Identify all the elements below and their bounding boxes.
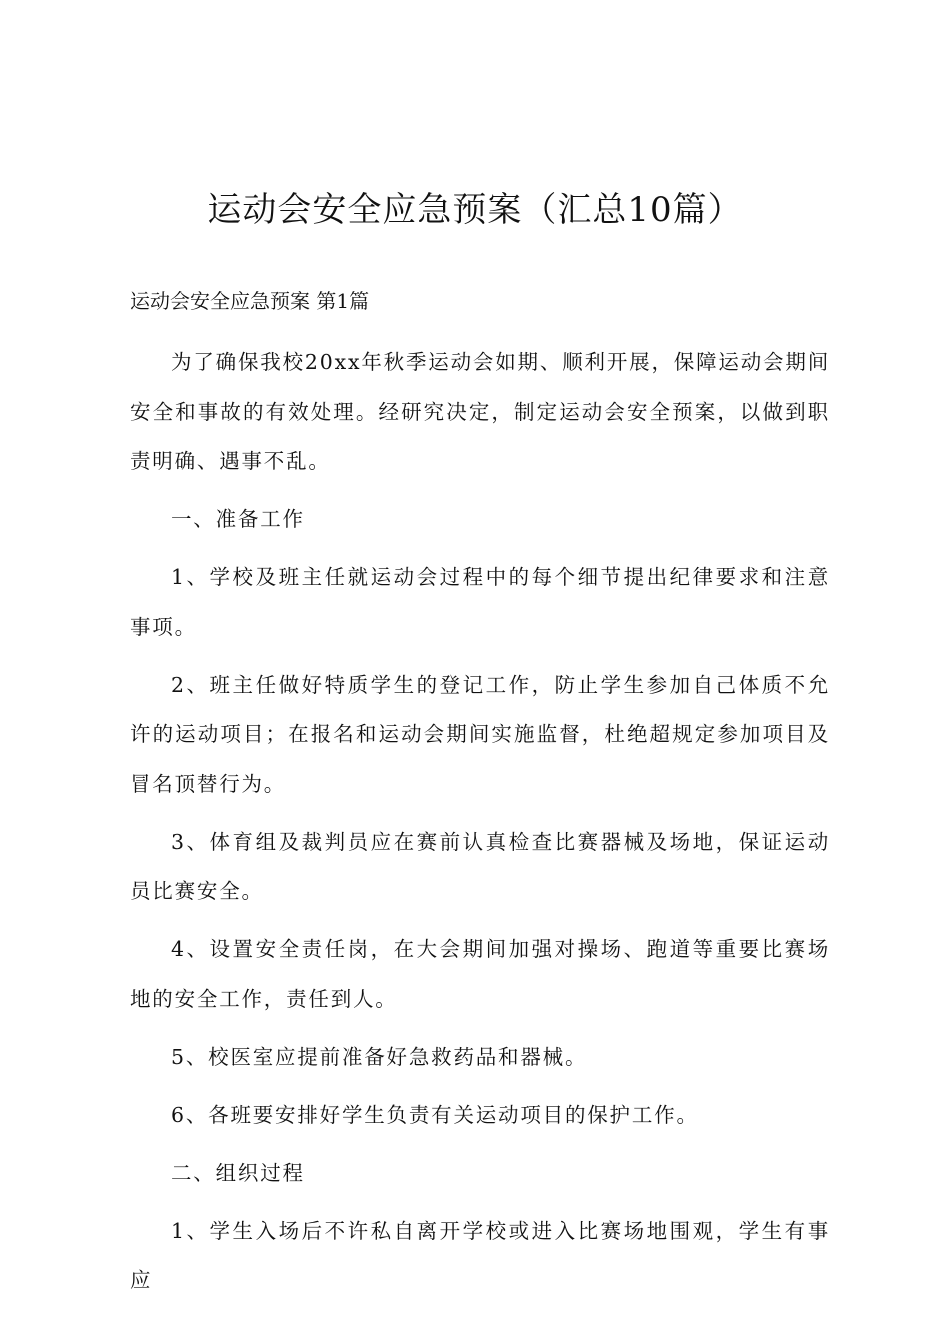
paragraph-item-5: 5、校医室应提前准备好急救药品和器械。: [171, 1044, 588, 1069]
paragraph-intro: 为了确保我校20xx年秋季运动会如期、顺利开展，保障运动会期间安全和事故的有效处理。经研究决定，制定运动会安全预案，以做到职责明确、遇事不乱。: [130, 350, 830, 473]
paragraph-item-6: 6、各班要安排好学生负责有关运动项目的保护工作。: [171, 1102, 699, 1127]
paragraph-item-4: 4、设置安全责任岗，在大会期间加强对操场、跑道等重要比赛场地的安全工作，责任到人。: [130, 937, 830, 1011]
paragraph-item-3: 3、体育组及裁判员应在赛前认真检查比赛器械及场地，保证运动员比赛安全。: [130, 829, 830, 903]
document-body: [130, 338, 830, 1314]
heading-preparation: 一、准备工作: [171, 507, 305, 531]
heading-organization: 二、组织过程: [171, 1160, 305, 1185]
paragraph-item-1: 1、学校及班主任就运动会过程中的每个细节提出纪律要求和注意事项。: [130, 565, 830, 639]
document-title: 运动会安全应急预案（汇总10篇）: [207, 190, 743, 230]
section-heading: 运动会安全应急预案 第1篇: [130, 289, 370, 313]
paragraph-item-2: 2、班主任做好特质学生的登记工作，防止学生参加自己体质不允许的运动项目；在报名和运动会期间实施监督，杜绝超规定参加项目及冒名顶替行为。: [130, 672, 830, 796]
paragraph-org-item-1: 1、学生入场后不许私自离开学校或进入比赛场地围观，学生有事应: [130, 1218, 830, 1292]
